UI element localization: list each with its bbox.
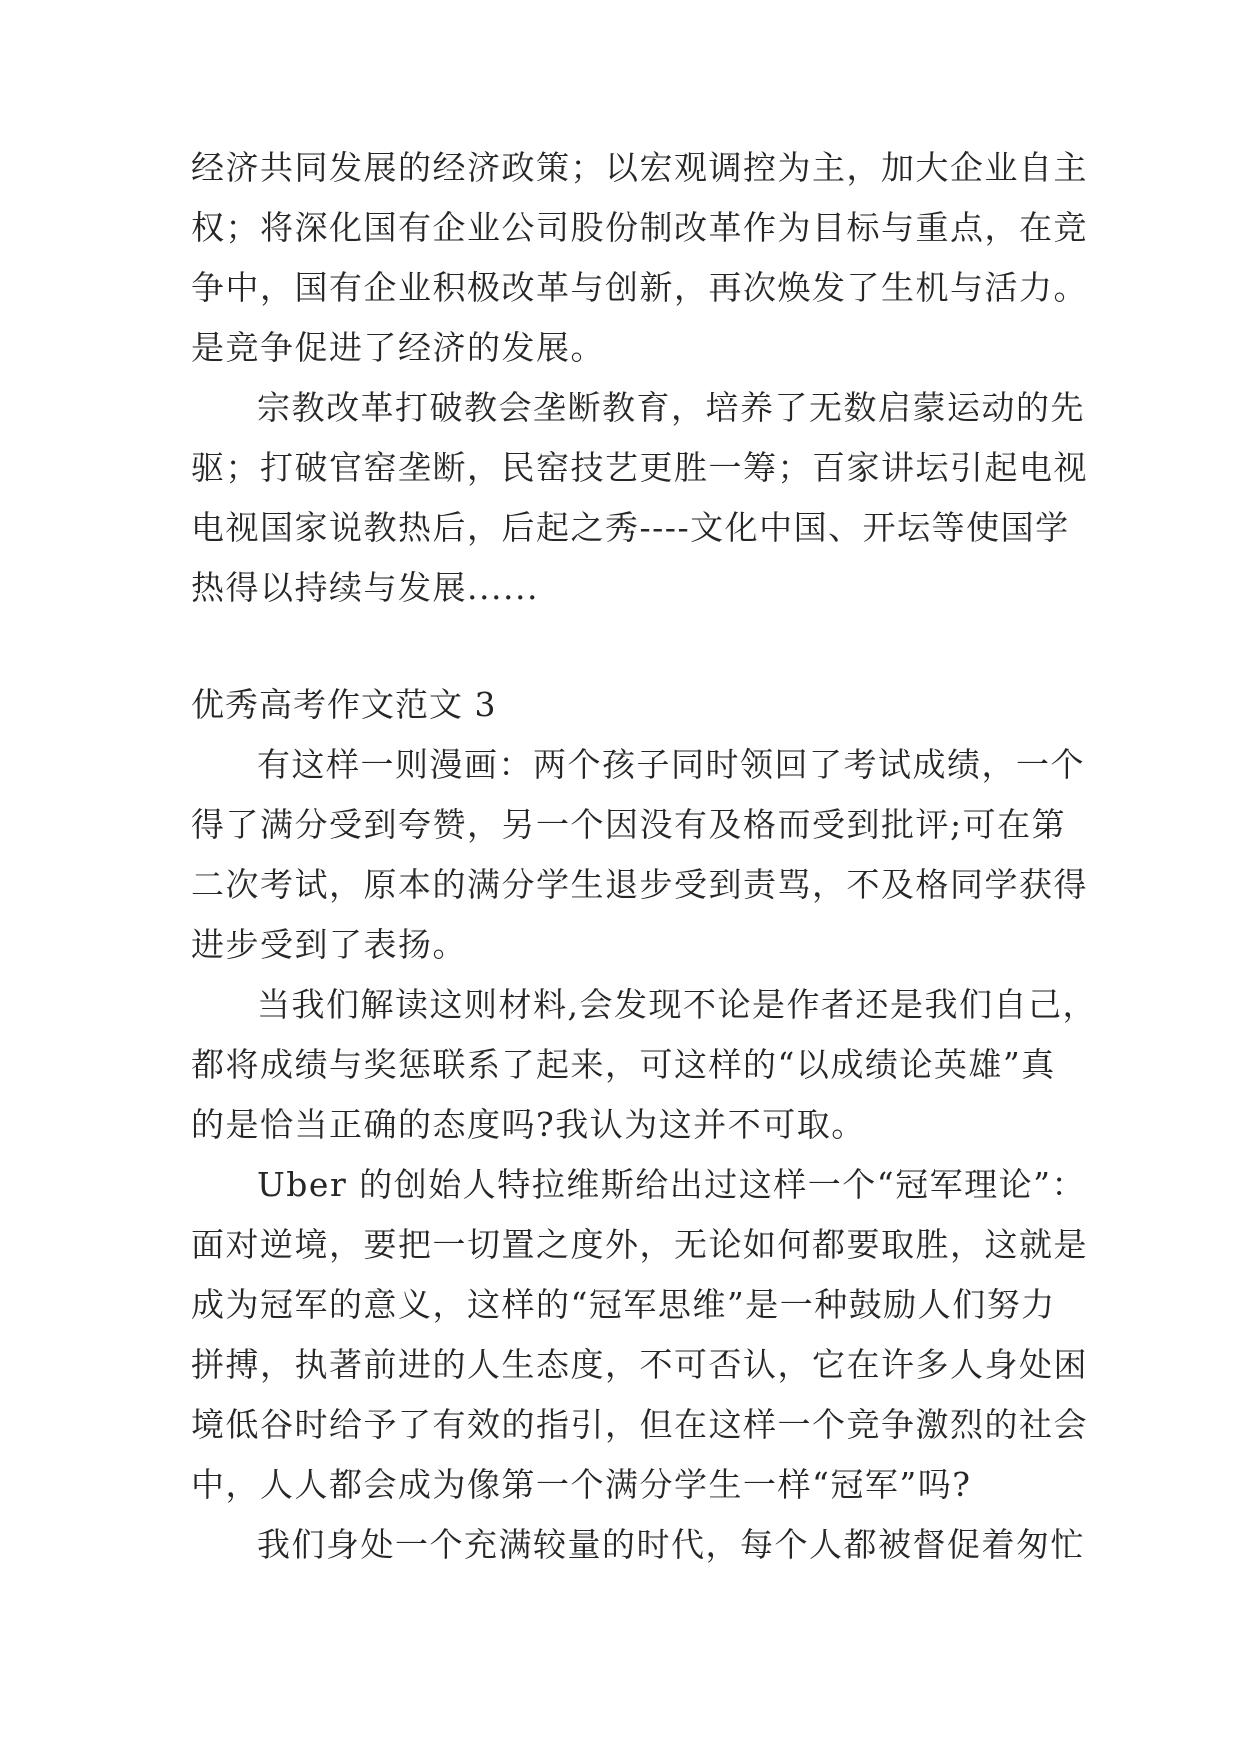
text-line: 拼搏，执著前进的人生态度，不可否认，它在许多人身处困 <box>191 1345 1088 1384</box>
text-line: 权；将深化国有企业公司股份制改革作为目标与重点，在竞 <box>191 208 1088 247</box>
text-line: 得了满分受到夸赞，另一个因没有及格而受到批评;可在第 <box>191 805 1067 844</box>
text-line: 面对逆境，要把一切置之度外，无论如何都要取胜，这就是 <box>191 1225 1088 1264</box>
text-line: Uber 的创始人特拉维斯给出过这样一个“冠军理论”： <box>257 1165 1086 1204</box>
text-line: 经济共同发展的经济政策；以宏观调控为主，加大企业自主 <box>191 148 1088 187</box>
text-line: 热得以持续与发展...... <box>191 568 539 607</box>
text-line: 宗教改革打破教会垄断教育，培养了无数启蒙运动的先 <box>257 388 1085 427</box>
text-line: 二次考试，原本的满分学生退步受到责骂，不及格同学获得 <box>191 865 1088 904</box>
text-line: 是竞争促进了经济的发展。 <box>191 328 605 367</box>
text-line: 有这样一则漫画：两个孩子同时领回了考试成绩，一个 <box>257 745 1085 784</box>
text-line: 成为冠军的意义，这样的“冠军思维”是一种鼓励人们努力 <box>191 1285 1056 1324</box>
section-heading: 优秀高考作文范文 3 <box>191 685 497 724</box>
text-line: 电视国家说教热后，后起之秀----文化中国、开坛等使国学 <box>191 508 1070 547</box>
text-line: 中，人人都会成为像第一个满分学生一样“冠军”吗? <box>191 1465 972 1504</box>
text-line: 境低谷时给予了有效的指引，但在这样一个竞争激烈的社会 <box>191 1405 1088 1444</box>
text-line: 进步受到了表扬。 <box>191 925 467 964</box>
text-line: 的是恰当正确的态度吗?我认为这并不可取。 <box>191 1105 866 1144</box>
text-line: 争中，国有企业积极改革与创新，再次焕发了生机与活力。 <box>191 268 1088 307</box>
text-line: 当我们解读这则材料,会发现不论是作者还是我们自己， <box>257 985 1097 1024</box>
text-line: 我们身处一个充满较量的时代，每个人都被督促着匆忙 <box>257 1525 1085 1564</box>
text-line: 驱；打破官窑垄断，民窑技艺更胜一筹；百家讲坛引起电视 <box>191 448 1088 487</box>
text-line: 都将成绩与奖惩联系了起来，可这样的“以成绩论英雄”真 <box>191 1045 1056 1084</box>
